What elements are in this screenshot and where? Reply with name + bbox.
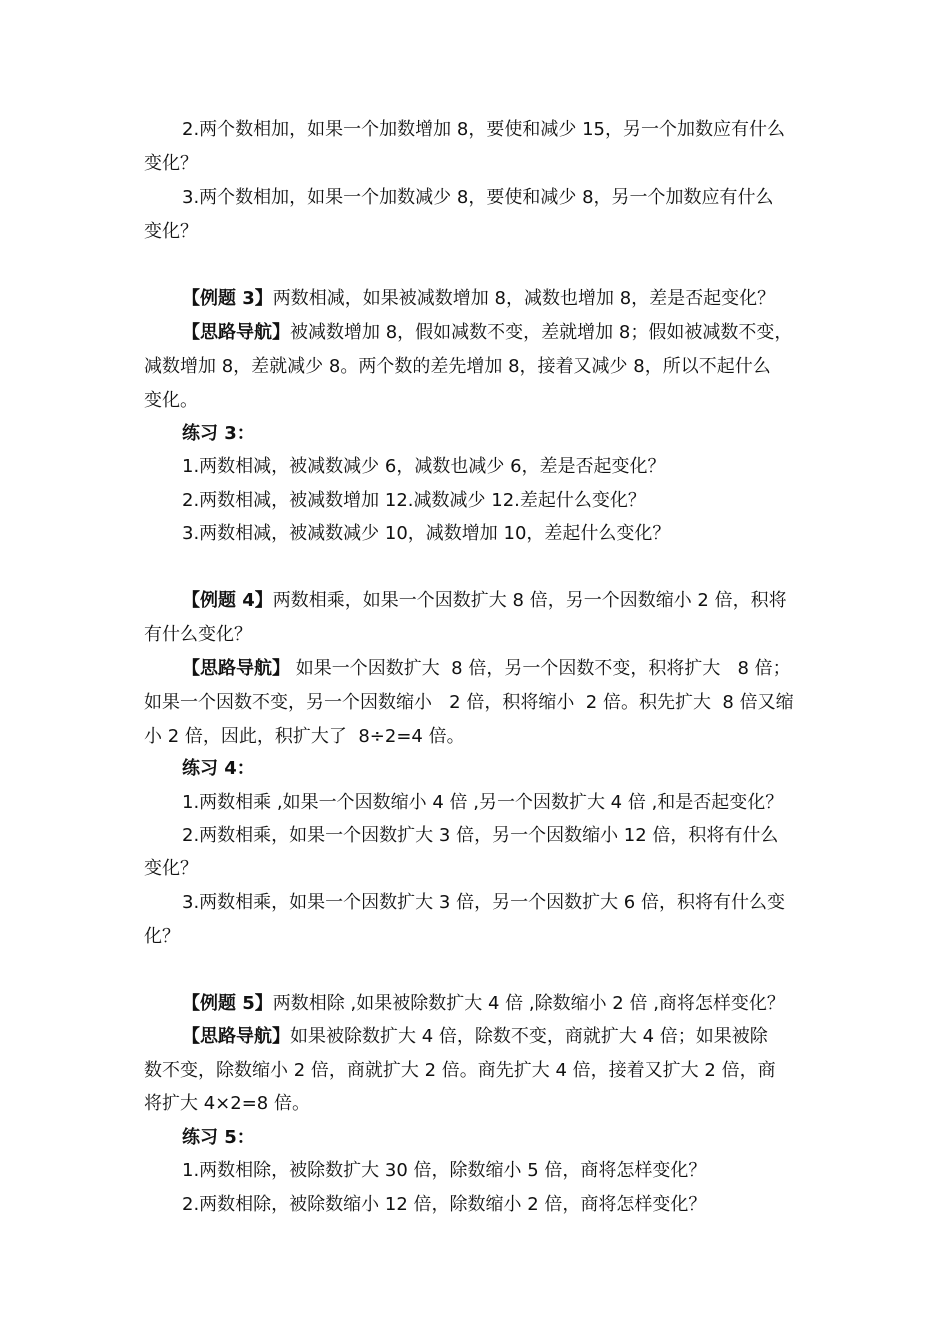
example3-nav-line3: 变化。 — [144, 390, 198, 411]
practice4-q2-line1: 2.两数相乘，如果一个因数扩大 3 倍，另一个因数缩小 12 倍，积将有什么 — [182, 825, 779, 846]
practice3-title: 练习 3： — [182, 423, 255, 444]
example5-nav-text1: 如果被除数扩大 4 倍，除数不变，商就扩大 4 倍；如果被除 — [290, 1026, 768, 1047]
example4-nav-label: 【思路导航】 — [182, 658, 290, 679]
example5-text: 两数相除 ,如果被除数扩大 4 倍 ,除数缩小 2 倍 ,商将怎样变化？ — [272, 993, 785, 1014]
practice3-q2: 2.两数相减，被减数增加 12.减数减少 12.差起什么变化？ — [182, 490, 646, 511]
example3-label: 【例题 3】 — [182, 288, 273, 309]
example3-question — [182, 287, 814, 311]
example4-nav-line1 — [182, 657, 814, 681]
example3-nav-line2: 减数增加 8，差就减少 8。两个数的差先增加 8，接着又减少 8，所以不起什么 — [144, 356, 771, 377]
practice5-q1: 1.两数相除，被除数扩大 30 倍，除数缩小 5 倍，商将怎样变化？ — [182, 1160, 707, 1181]
example5-nav-line2: 数不变，除数缩小 2 倍，商就扩大 2 倍。商先扩大 4 倍，接着又扩大 2 倍，商 — [144, 1060, 776, 1081]
practice3-q1: 1.两数相减，被减数减少 6，减数也减少 6，差是否起变化？ — [182, 456, 666, 477]
practice2-q3-line2: 变化？ — [144, 221, 198, 242]
practice5-title: 练习 5： — [182, 1127, 255, 1148]
example5-nav-line3: 将扩大 4×2=8 倍。 — [144, 1093, 310, 1114]
practice4-q3-line1: 3.两数相乘，如果一个因数扩大 3 倍，另一个因数扩大 6 倍，积将有什么变 — [182, 892, 785, 913]
practice4-title: 练习 4： — [182, 758, 255, 779]
example4-question-line1 — [182, 589, 814, 613]
practice4-q2-line2: 变化？ — [144, 858, 198, 879]
example4-nav-line2: 如果一个因数不变，另一个因数缩小 2 倍，积将缩小 2 倍。积先扩大 8 倍又缩 — [144, 692, 794, 713]
example5-question — [182, 992, 814, 1016]
practice2-q2-line1: 2.两个数相加，如果一个加数增加 8，要使和减少 15，另一个加数应有什么 — [182, 119, 785, 140]
practice3-q3: 3.两数相减，被减数减少 10，减数增加 10，差起什么变化？ — [182, 523, 671, 544]
example3-nav-text1: 被减数增加 8，假如减数不变，差就增加 8；假如被减数不变， — [290, 322, 793, 343]
practice4-q1: 1.两数相乘 ,如果一个因数缩小 4 倍 ,另一个因数扩大 4 倍 ,和是否起变化？ — [182, 792, 784, 813]
example5-label: 【例题 5】 — [182, 993, 273, 1014]
example4-question-line2: 有什么变化？ — [144, 624, 252, 645]
example4-nav-line3: 小 2 倍，因此，积扩大了 8÷2=4 倍。 — [144, 726, 465, 747]
example4-nav-text1: 如果一个因数扩大 8 倍，另一个因数不变，积将扩大 8 倍； — [290, 658, 791, 679]
example5-nav-label: 【思路导航】 — [182, 1026, 290, 1047]
practice2-q2-line2: 变化？ — [144, 153, 198, 174]
example3-nav-label: 【思路导航】 — [182, 322, 290, 343]
example5-nav-line1 — [182, 1025, 814, 1049]
example4-label: 【例题 4】 — [182, 590, 273, 611]
example3-text: 两数相减，如果被减数增加 8，减数也增加 8，差是否起变化？ — [272, 288, 776, 309]
practice5-q2: 2.两数相除，被除数缩小 12 倍，除数缩小 2 倍，商将怎样变化？ — [182, 1194, 707, 1215]
example4-text1: 两数相乘，如果一个因数扩大 8 倍，另一个因数缩小 2 倍，积将 — [272, 590, 787, 611]
example3-nav-line1 — [182, 321, 814, 345]
practice4-q3-line2: 化？ — [144, 926, 180, 947]
practice2-q3-line1: 3.两个数相加，如果一个加数减少 8，要使和减少 8，另一个加数应有什么 — [182, 187, 774, 208]
